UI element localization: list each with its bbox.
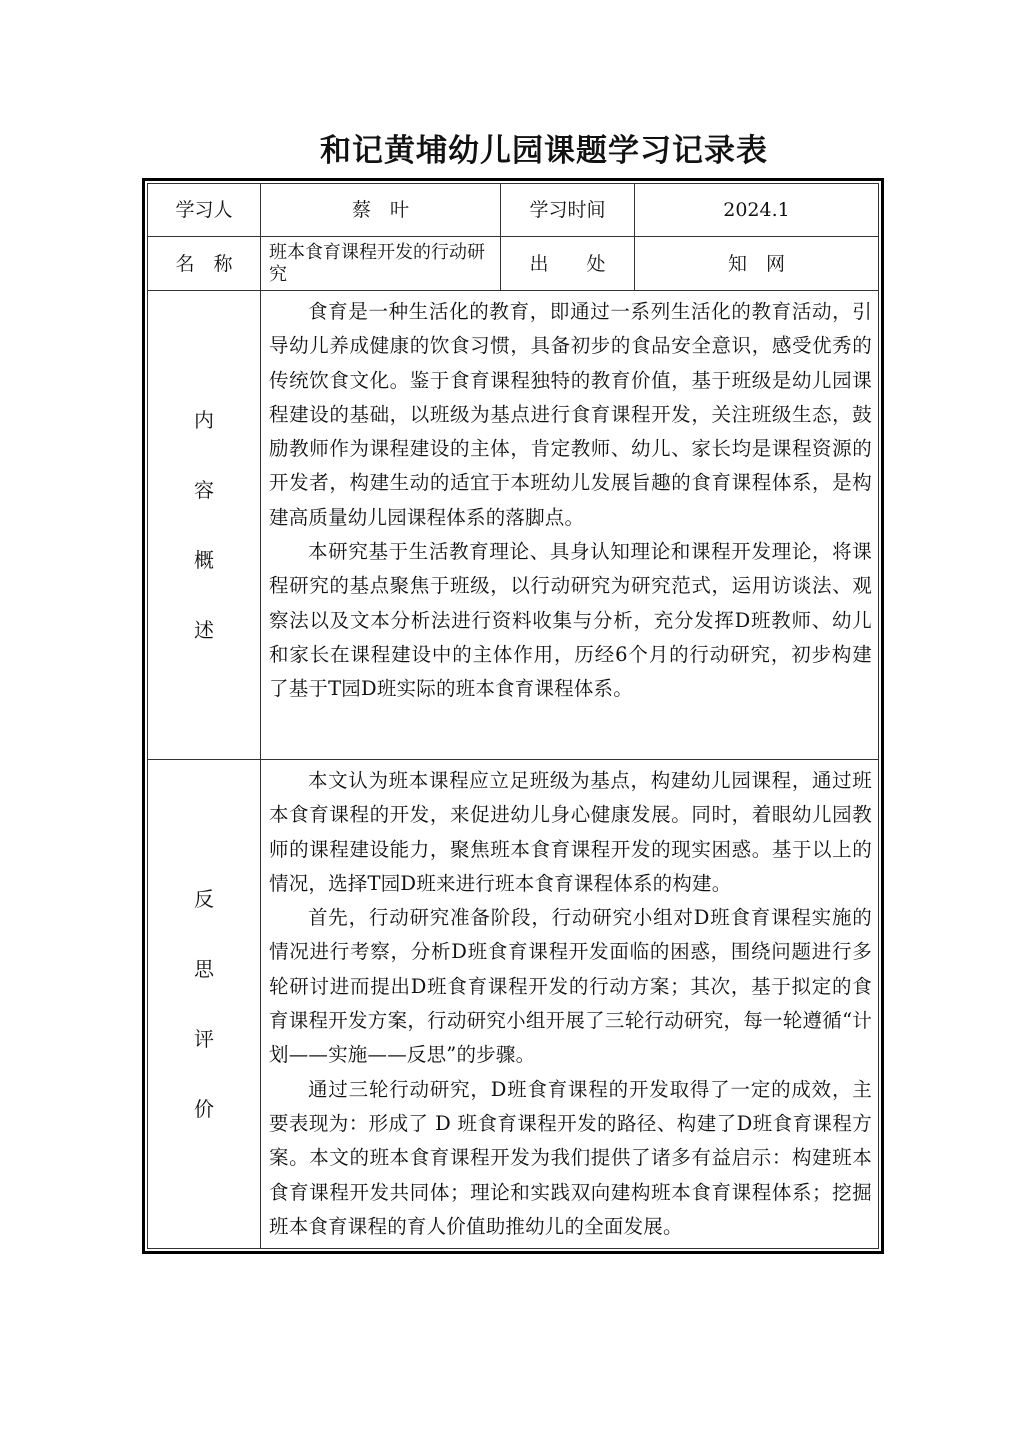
page-title: 和记黄埔幼儿园课题学习记录表: [320, 133, 768, 169]
name-value: 班本食育课程开发的行动研究: [261, 237, 501, 291]
summary-label-char: 概: [194, 548, 214, 572]
learner-label: 学习人: [148, 184, 261, 237]
source-label: 出 处: [501, 237, 635, 291]
table-row-name: [148, 237, 879, 291]
reflection-label-char: 价: [194, 1097, 214, 1121]
summary-label-cell: [148, 291, 261, 760]
reflection-label-char: 思: [194, 957, 214, 981]
reflection-paragraph: 首先，行动研究准备阶段，行动研究小组对D班食育课程实施的情况进行考察，分析D班食育课程开发面临的困惑，围绕问题进行多轮研讨进而提出D班食育课程开发的行动方案；其次，基于拟定的食育课程开发方案，行动研究小组开展了三轮行动研究，每一轮遵循“计划——实施——反思”的步骤。: [269, 906, 872, 1067]
learner-value: 蔡 叶: [261, 184, 501, 237]
name-label: 名 称: [148, 237, 261, 291]
summary-label-char: 容: [194, 478, 214, 502]
time-label: 学习时间: [501, 184, 635, 237]
summary-label-char: 内: [194, 408, 214, 432]
record-form: [142, 178, 884, 1254]
table-row-learner: [148, 184, 879, 237]
time-value: 2024.1: [635, 184, 879, 237]
table-row-summary: [148, 291, 879, 760]
reflection-paragraph: 本文认为班本课程应立足班级为基点，构建幼儿园课程，通过班本食育课程的开发，来促进幼儿身心健康发展。同时，着眼幼儿园教师的课程建设能力，聚焦班本食育课程开发的现实困惑。基于以上的情况，选择T园D班来进行班本食育课程体系的构建。: [269, 769, 872, 895]
record-table: [147, 183, 879, 1249]
summary-label-char: 述: [194, 618, 214, 642]
summary-paragraph: 食育是一种生活化的教育，即通过一系列生活化的教育活动，引导幼儿养成健康的饮食习惯，具备初步的食品安全意识，感受优秀的传统饮食文化。鉴于食育课程独特的教育价值，基于班级是幼儿园课程建设的基础，以班级为基点进行食育课程开发，关注班级生态，鼓励教师作为课程建设的主体，肯定教师、幼儿、家长均是课程资源的开发者，构建生动的适宜于本班幼儿发展旨趣的食育课程体系，是构建高质量幼儿园课程体系的落脚点。: [269, 300, 872, 529]
table-row-reflection: [148, 760, 879, 1249]
summary-paragraph: 本研究基于生活教育理论、具身认知理论和课程开发理论，将课程研究的基点聚焦于班级，以行动研究为研究范式，运用访谈法、观察法以及文本分析法进行资料收集与分析，充分发挥D班教师、幼儿和家长在课程建设中的主体作用，历经6个月的行动研究，初步构建了基于T园D班实际的班本食育课程体系。: [269, 540, 872, 701]
reflection-label-cell: [148, 760, 261, 1249]
reflection-label-char: 反: [194, 887, 214, 911]
source-value: 知 网: [635, 237, 879, 291]
reflection-label-char: 评: [194, 1027, 214, 1051]
summary-content: [261, 291, 879, 760]
reflection-label: [148, 864, 260, 1144]
summary-label: [148, 385, 260, 665]
reflection-content: [261, 760, 879, 1249]
reflection-paragraph: 通过三轮行动研究，D班食育课程的开发取得了一定的成效，主要表现为：形成了 D 班食育课程开发的路径、构建了D班食育课程方案。本文的班本食育课程开发为我们提供了诸多有益启示：构建班本食育课程开发共同体；理论和实践双向建构班本食育课程体系；挖掘班本食育课程的育人价值助推幼儿的全面发展。: [269, 1077, 872, 1238]
